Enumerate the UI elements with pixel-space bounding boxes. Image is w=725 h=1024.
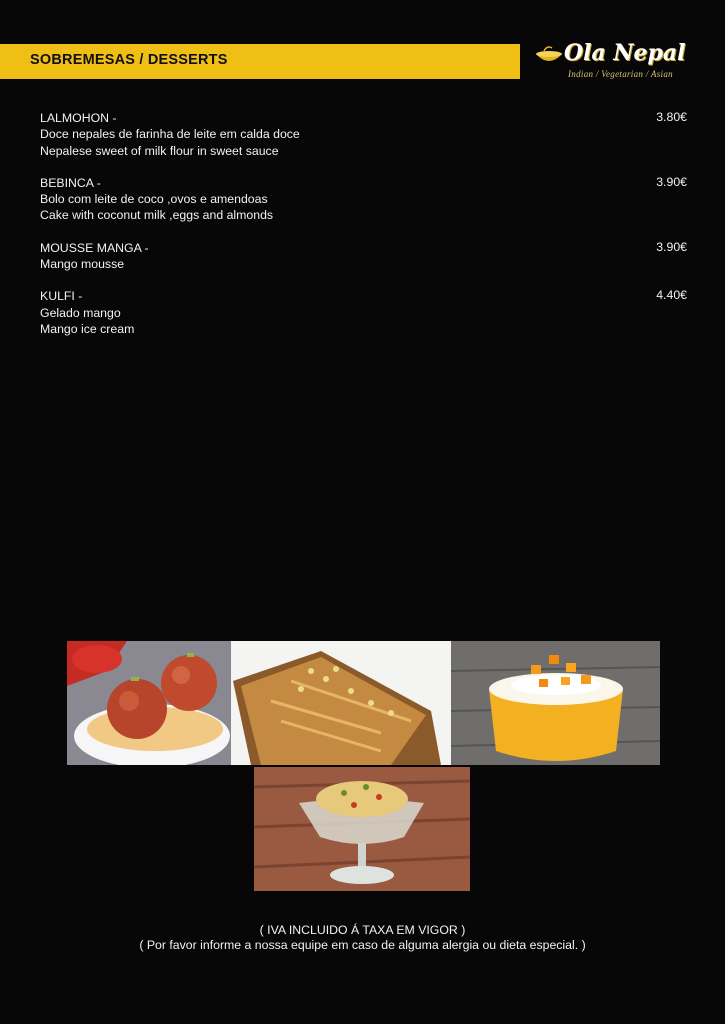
item-description-pt: Mango mousse — [40, 257, 125, 272]
item-price: 3.90€ — [656, 174, 687, 189]
page-title: SOBREMESAS / DESSERTS — [30, 52, 228, 68]
footer-notes — [0, 923, 725, 953]
item-name: KULFI - — [40, 289, 83, 304]
menu-item-kulfi — [40, 288, 690, 337]
menu-item-mousse-manga — [40, 240, 690, 273]
item-price: 3.80€ — [656, 110, 687, 124]
kulfi-ice-cream-photo — [254, 767, 470, 891]
item-description-pt: Bolo com leite de coco ,ovos e amendoas — [40, 192, 268, 207]
logo-name: Ola Nepal — [564, 40, 686, 66]
item-name: MOUSSE MANGA - — [40, 240, 149, 255]
bebinca-cake-photo — [231, 641, 451, 765]
menu-item-bebinca — [40, 175, 690, 224]
item-name: LALMOHON - — [40, 111, 117, 125]
menu-item-lalmohon — [40, 110, 690, 159]
dessert-menu — [40, 110, 690, 353]
item-description-pt: Gelado mango — [40, 305, 121, 320]
item-description-en: Mango ice cream — [40, 321, 135, 336]
gulab-jamun-photo — [67, 641, 231, 765]
vat-note: ( IVA INCLUIDO Á TAXA EM VIGOR ) — [259, 923, 466, 937]
logo-tagline: Indian / Vegetarian / Asian — [568, 69, 673, 79]
curry-bowl-icon — [534, 44, 564, 66]
allergy-note: ( Por favor informe a nossa equipe em caso de alguma alergia ou dieta especial. ) — [139, 938, 586, 952]
header-band — [0, 44, 520, 79]
item-description-en: Nepalese sweet of milk flour in sweet sauce — [40, 143, 279, 158]
mango-mousse-photo — [451, 641, 660, 765]
restaurant-logo — [534, 40, 694, 84]
item-description-en: Cake with coconut milk ,eggs and almonds — [40, 208, 274, 223]
item-name: BEBINCA - — [40, 175, 101, 190]
item-description-pt: Doce nepales de farinha de leite em calda doce — [40, 127, 300, 142]
item-price: 3.90€ — [656, 239, 687, 254]
item-price: 4.40€ — [656, 288, 687, 303]
